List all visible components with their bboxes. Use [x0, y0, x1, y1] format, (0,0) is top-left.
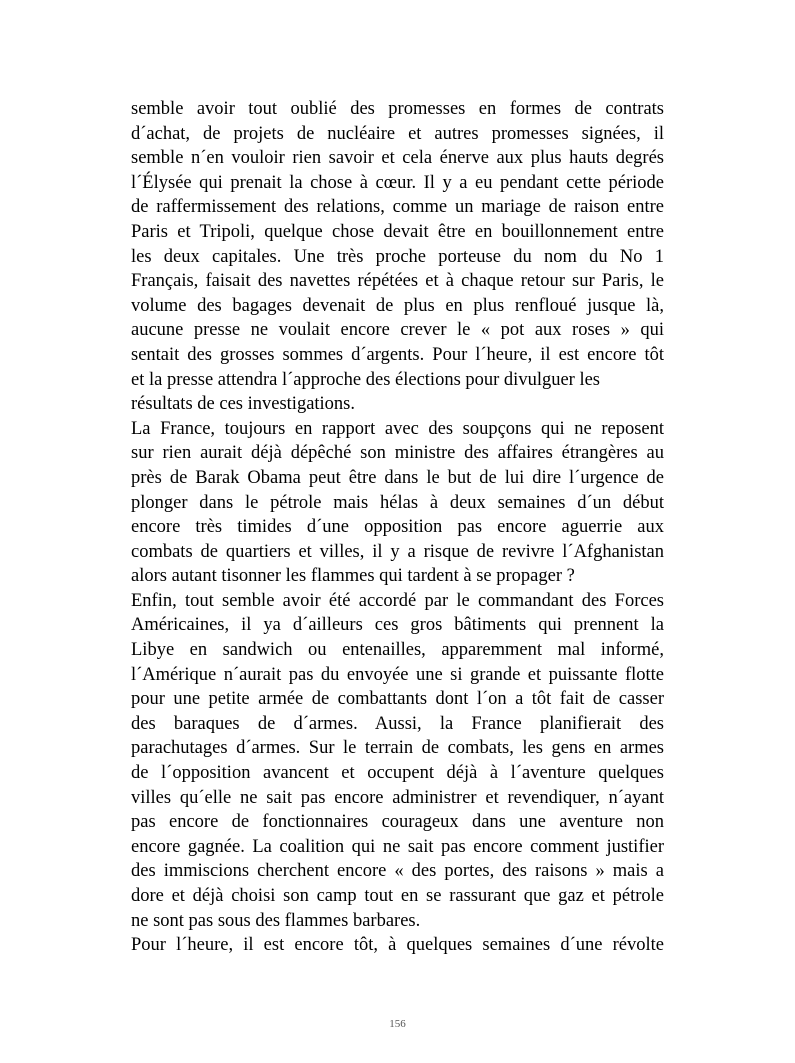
text-line: sentait des grosses sommes d´argents. Pour l´heure, il est encore tôt — [131, 344, 664, 365]
text-line: Enfin, tout semble avoir été accordé par le commandant des Forces — [131, 590, 664, 611]
text-line: et la presse attendra l´approche des élections pour divulguer les — [131, 369, 601, 390]
text-line: Pour l´heure, il est encore tôt, à quelques semaines d´une révolte — [131, 935, 664, 956]
text-line: Paris et Tripoli, quelque chose devait être en bouillonnement entre — [131, 221, 664, 242]
text-line: Libye en sandwich ou entenailles, apparemment mal informé, — [131, 640, 664, 661]
text-line: La France, toujours en rapport avec des soupçons qui ne reposent — [131, 418, 664, 439]
text-line: les deux capitales. Une très proche porteuse du nom du No 1 — [131, 246, 664, 267]
text-line: aucune presse ne voulait encore crever le « pot aux roses » qui — [131, 320, 664, 341]
page-number: 156 — [389, 1018, 406, 1030]
text-line: dore et déjà choisi son camp tout en se rassurant que gaz et pétrole — [131, 886, 664, 906]
text-line: plonger dans le pétrole mais hélas à deux semaines d´un début — [131, 492, 664, 513]
text-line: de raffermissement des relations, comme un mariage de raison entre — [131, 197, 664, 218]
text-line: l´Amérique n´aurait pas du envoyée une si grande et puissante flotte — [131, 664, 664, 685]
text-line: semble n´en vouloir rien savoir et cela énerve aux plus hauts degrés — [131, 148, 664, 169]
text-line: encore gagnée. La coalition qui ne sait pas encore comment justifier — [131, 836, 664, 857]
text-line: ne sont pas sous des flammes barbares. — [131, 910, 421, 931]
body-text — [131, 97, 664, 958]
text-line: encore très timides d´une opposition pas encore aguerrie aux — [131, 517, 664, 538]
text-line: des baraques de d´armes. Aussi, la France planifierait des — [131, 713, 664, 734]
text-line: Français, faisait des navettes répétées et à chaque retour sur Paris, le — [131, 271, 664, 292]
text-line: volume des bagages devenait de plus en plus renfloué jusque là, — [131, 295, 664, 316]
text-line: près de Barak Obama peut être dans le but de lui dire l´urgence de — [131, 467, 664, 488]
text-line: parachutages d´armes. Sur le terrain de combats, les gens en armes — [131, 738, 664, 759]
text-line: villes qu´elle ne sait pas encore administrer et revendiquer, n´ayant — [131, 787, 664, 808]
text-line: résultats de ces investigations. — [131, 394, 356, 415]
text-line: alors autant tisonner les flammes qui tardent à se propager ? — [131, 566, 575, 587]
text-line: pour une petite armée de combattants dont l´on a tôt fait de casser — [131, 689, 664, 710]
text-line: pas encore de fonctionnaires courageux dans une aventure non — [131, 812, 664, 833]
text-line: combats de quartiers et villes, il y a risque de revivre l´Afghanistan — [131, 541, 664, 562]
text-line: sur rien aurait déjà dépêché son ministre des affaires étrangères au — [131, 443, 664, 464]
text-line: des immiscions cherchent encore « des portes, des raisons » mais a — [131, 861, 664, 882]
text-line: semble avoir tout oublié des promesses en formes de contrats — [131, 99, 664, 119]
text-line: d´achat, de projets de nucléaire et autres promesses signées, il — [131, 123, 664, 144]
text-line: de l´opposition avancent et occupent déjà à l´aventure quelques — [131, 763, 664, 784]
text-line: Américaines, il ya d´ailleurs ces gros bâtiments qui prennent la — [131, 615, 664, 636]
text-line: l´Élysée qui prenait la chose à cœur. Il y a eu pendant cette période — [131, 172, 664, 193]
